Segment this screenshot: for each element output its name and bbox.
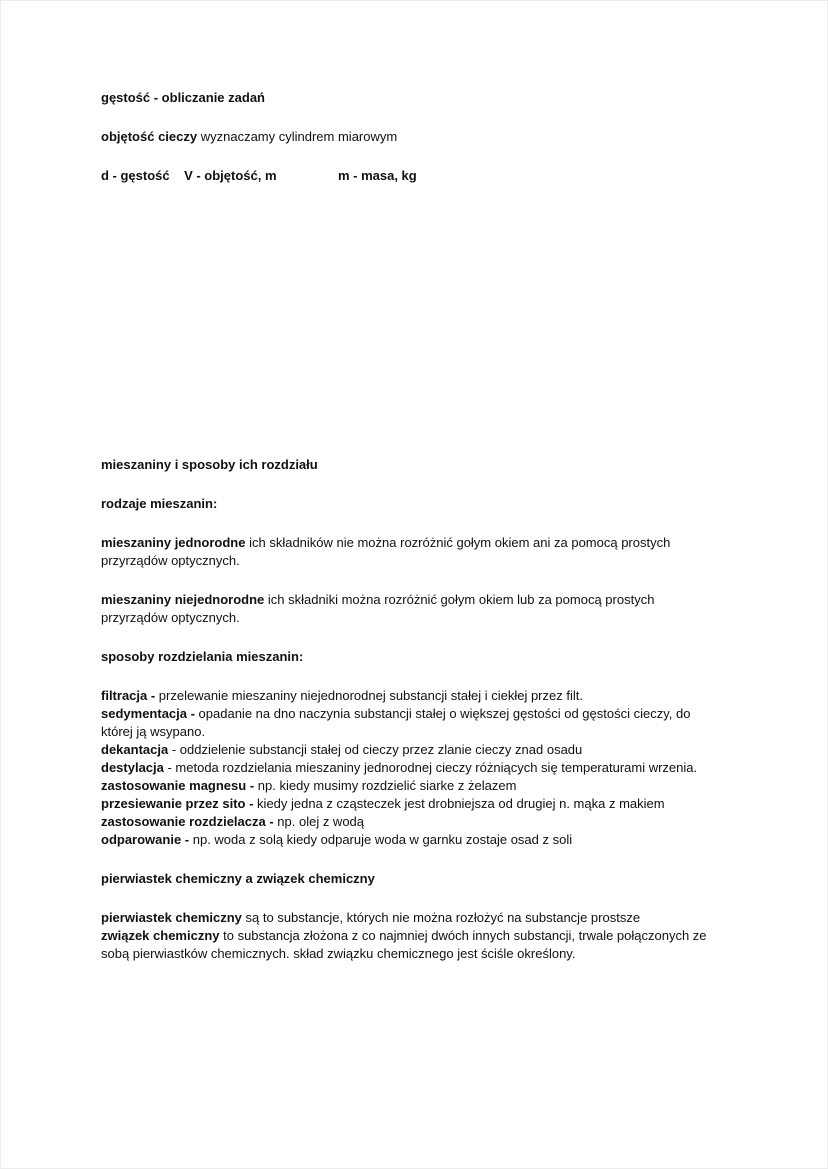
heading-pierwiastek-zwiazek bbox=[101, 870, 717, 888]
heading-gestosc bbox=[101, 89, 717, 107]
text-segment: destylacja bbox=[101, 760, 164, 775]
para-mieszaniny-jednorodne bbox=[101, 534, 717, 570]
text-segment: kiedy jedna z cząsteczek jest drobniejsza od drugiej n. mąka z makiem bbox=[253, 796, 665, 811]
text-segment: zastosowanie rozdzielacza - bbox=[101, 814, 274, 829]
text-segment: przesiewanie przez sito - bbox=[101, 796, 254, 811]
text-segment: wyznaczamy cylindrem miarowym bbox=[197, 129, 398, 144]
text-segment: dekantacja bbox=[101, 742, 169, 757]
text-segment: d - gęstość bbox=[101, 168, 170, 183]
text-segment: związek chemiczny bbox=[101, 928, 220, 943]
text-segment: - metoda rozdzielania mieszaniny jednorodnej cieczy różniących się temperaturami wrzenia. bbox=[163, 760, 698, 775]
definition-line bbox=[101, 741, 717, 759]
text-segment: filtracja - bbox=[101, 688, 156, 703]
text-segment: mieszaniny niejednorodne bbox=[101, 592, 265, 607]
definition-line bbox=[101, 705, 717, 741]
text-segment: rodzaje mieszanin: bbox=[101, 496, 218, 511]
text-segment: opadanie na dno naczynia substancji stałej o większej gęstości od gęstości cieczy, do której ją wsypano. bbox=[101, 706, 695, 739]
text-segment bbox=[170, 168, 184, 183]
text-segment: sposoby rozdzielania mieszanin: bbox=[101, 649, 304, 664]
heading-mieszaniny bbox=[101, 456, 717, 474]
text-segment: są to substancje, których nie można rozłożyć na substancje prostsze bbox=[241, 910, 641, 925]
definition-line bbox=[101, 813, 717, 831]
definition-line bbox=[101, 795, 717, 813]
text-segment: pierwiastek chemiczny a związek chemiczny bbox=[101, 871, 375, 886]
text-segment: gęstość - obliczanie zadań bbox=[101, 90, 265, 105]
text-segment: mieszaniny i sposoby ich rozdziału bbox=[101, 457, 318, 472]
text-segment: sedymentacja - bbox=[101, 706, 195, 721]
text-segment: przelewanie mieszaniny niejednorodnej substancji stałej i ciekłej przez filt. bbox=[155, 688, 583, 703]
text-segment: V - objętość, m bbox=[184, 168, 277, 183]
text-segment bbox=[277, 168, 338, 183]
definition-line bbox=[101, 759, 717, 777]
text-segment: np. kiedy musimy rozdzielić siarke z żelazem bbox=[254, 778, 517, 793]
text-segment: to substancja złożona z co najmniej dwóch innych substancji, trwale połączonych ze sobą pierwiastków chemicznych. skład związku chemicznego jest ściśle określony. bbox=[101, 928, 711, 961]
para-symbols bbox=[101, 167, 717, 185]
text-segment: objętość cieczy bbox=[101, 129, 198, 144]
definition-line bbox=[101, 777, 717, 795]
text-segment: mieszaniny jednorodne bbox=[101, 535, 246, 550]
vertical-gap bbox=[101, 206, 717, 456]
text-segment: - oddzielenie substancji stałej od cieczy przez zlanie cieczy znad osadu bbox=[168, 742, 583, 757]
heading-rodzaje-mieszanin bbox=[101, 495, 717, 513]
definition-line bbox=[101, 831, 717, 849]
text-segment: pierwiastek chemiczny bbox=[101, 910, 242, 925]
text-segment: m - masa, kg bbox=[337, 168, 417, 183]
definition-line bbox=[101, 909, 717, 927]
definition-line bbox=[101, 927, 717, 963]
text-segment: np. woda z solą kiedy odparuje woda w garnku zostaje osad z soli bbox=[189, 832, 573, 847]
document-body bbox=[101, 89, 717, 963]
text-segment: zastosowanie magnesu - bbox=[101, 778, 255, 793]
para-mieszaniny-niejednorodne bbox=[101, 591, 717, 627]
para-objetosc-cieczy bbox=[101, 128, 717, 146]
text-segment: ich składników nie można rozróżnić gołym okiem ani za pomocą prostych przyrządów optycznych. bbox=[101, 535, 674, 568]
text-segment: np. olej z wodą bbox=[273, 814, 365, 829]
list-pierwiastek-zwiazek bbox=[101, 909, 717, 963]
list-sposoby-rozdzielania bbox=[101, 687, 717, 849]
heading-sposoby-rozdzielania bbox=[101, 648, 717, 666]
text-segment: ich składniki można rozróżnić gołym okiem lub za pomocą prostych przyrządów optycznych. bbox=[101, 592, 659, 625]
text-segment: odparowanie - bbox=[101, 832, 190, 847]
definition-line bbox=[101, 687, 717, 705]
